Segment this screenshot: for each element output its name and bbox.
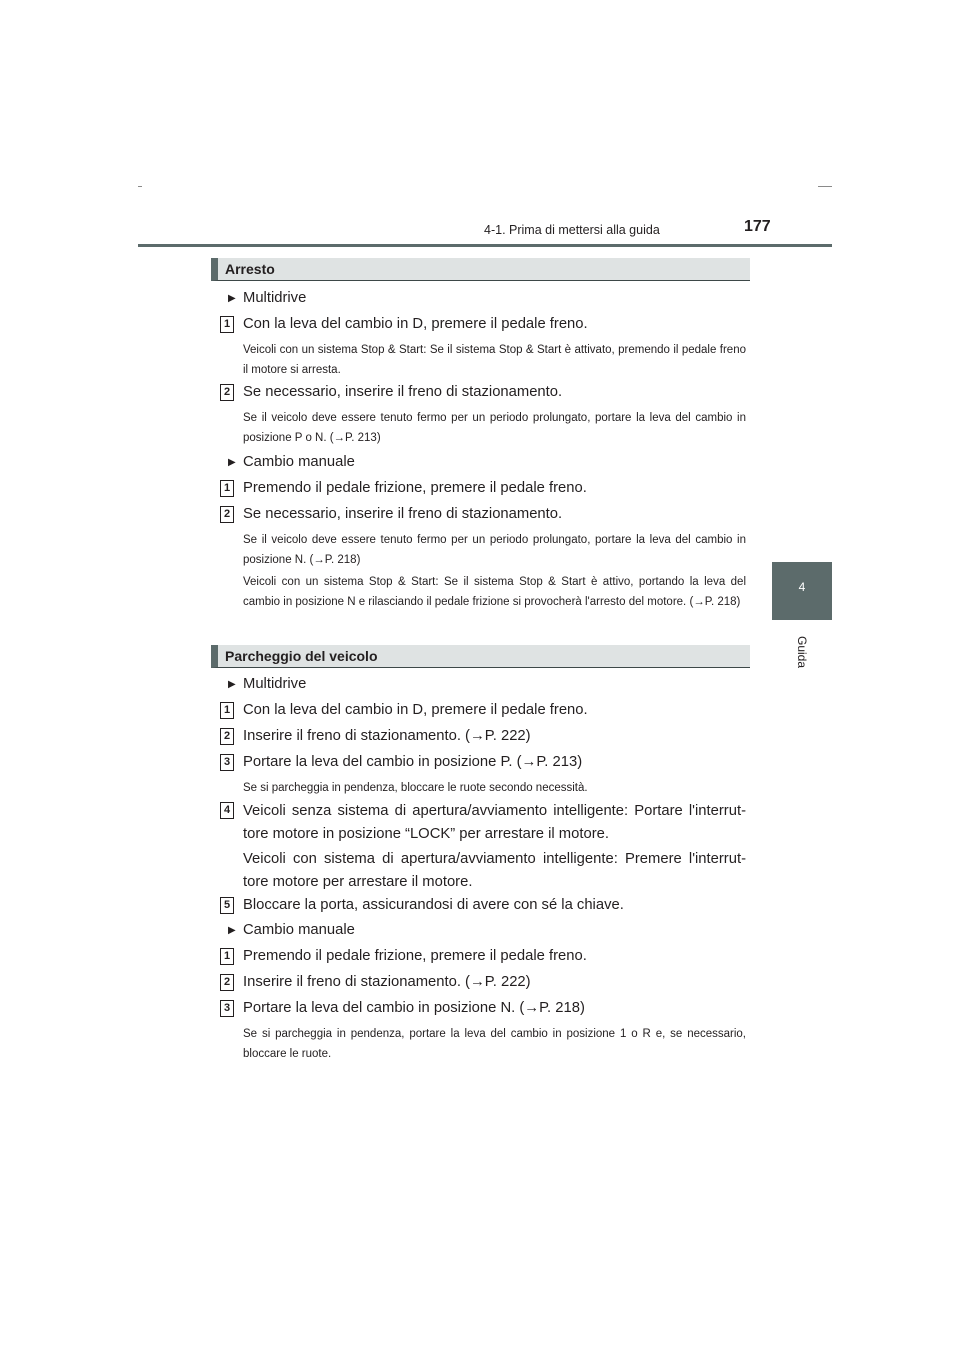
step-note: Se il veicolo deve essere tenuto fermo per un periodo prolungato, portare la leva del cambio in posizione N. (→P. 218) [243, 534, 746, 566]
crop-mark-right [818, 186, 832, 187]
step-badge: 1 [220, 316, 234, 333]
step-text-continued: Veicoli con sistema di apertura/avviamento intelligente: Premere l'interrut-tore motore per arrestare il motore. [243, 851, 746, 890]
chapter-number: 4 [798, 580, 806, 594]
step-badge: 2 [220, 974, 234, 991]
section-title: Arresto [225, 261, 275, 277]
step-text: Premendo il pedale frizione, premere il pedale freno. [243, 948, 587, 964]
section-heading-parcheggio [211, 645, 750, 668]
step-badge: 3 [220, 1000, 234, 1017]
step-badge: 3 [220, 754, 234, 771]
section-heading-arresto [211, 258, 750, 281]
chapter-tab [772, 562, 832, 620]
step-text: Premendo il pedale frizione, premere il pedale freno. [243, 480, 587, 496]
step-text: Con la leva del cambio in D, premere il pedale freno. [243, 702, 588, 718]
step-badge: 2 [220, 384, 234, 401]
step-note: Veicoli con un sistema Stop & Start: Se il sistema Stop & Start è attivato, premendo il pedale freno il motore si arresta. [243, 344, 746, 376]
subheading-cambio-manuale: ▶ Cambio manuale [228, 922, 355, 938]
step-note: Veicoli con un sistema Stop & Start: Se il sistema Stop & Start è attivo, portando la leva del cambio in posizione N e rilasciando il pedale frizione si provocherà l'arresto del motore. (→P. 218) [243, 576, 746, 608]
header-rule [138, 244, 832, 247]
step-badge: 1 [220, 702, 234, 719]
page-number: 177 [744, 218, 771, 235]
subheading-cambio-manuale: ▶ Cambio manuale [228, 454, 355, 470]
step-text: Portare la leva del cambio in posizione N. (→P. 218) [243, 1000, 585, 1016]
step-note: Se si parcheggia in pendenza, bloccare le ruote secondo necessità. [243, 782, 588, 794]
step-text: Inserire il freno di stazionamento. (→P. 222) [243, 728, 531, 744]
triangle-bullet-icon: ▶ [228, 679, 236, 690]
step-text: Portare la leva del cambio in posizione P. (→P. 213) [243, 754, 583, 770]
step-badge: 5 [220, 897, 234, 914]
chapter-label: Guida [795, 635, 809, 669]
step-badge: 4 [220, 802, 234, 819]
running-header: 4-1. Prima di mettersi alla guida [484, 223, 660, 237]
subheading-multidrive: ▶ Multidrive [228, 676, 307, 692]
step-badge: 1 [220, 480, 234, 497]
subheading-multidrive: ▶ Multidrive [228, 290, 307, 306]
step-badge: 1 [220, 948, 234, 965]
step-text: Con la leva del cambio in D, premere il pedale freno. [243, 316, 588, 332]
step-note: Se il veicolo deve essere tenuto fermo per un periodo prolungato, portare la leva del cambio in posizione P o N. (→P. 213) [243, 412, 746, 444]
step-text: Se necessario, inserire il freno di stazionamento. [243, 506, 563, 522]
section-title: Parcheggio del veicolo [225, 648, 378, 664]
step-badge: 2 [220, 728, 234, 745]
triangle-bullet-icon: ▶ [228, 293, 236, 304]
triangle-bullet-icon: ▶ [228, 457, 236, 468]
triangle-bullet-icon: ▶ [228, 925, 236, 936]
step-text: Bloccare la porta, assicurandosi di avere con sé la chiave. [243, 897, 624, 913]
step-badge: 2 [220, 506, 234, 523]
crop-mark-left [138, 186, 142, 187]
step-text: Se necessario, inserire il freno di stazionamento. [243, 384, 563, 400]
step-note: Se si parcheggia in pendenza, portare la leva del cambio in posizione 1 o R e, se necessario, bloccare le ruote. [243, 1028, 746, 1060]
step-text: Veicoli senza sistema di apertura/avviamento intelligente: Portare l'interrut-tore motore in posizione “LOCK” per arrestare il motore. [243, 803, 746, 842]
step-text: Inserire il freno di stazionamento. (→P. 222) [243, 974, 531, 990]
